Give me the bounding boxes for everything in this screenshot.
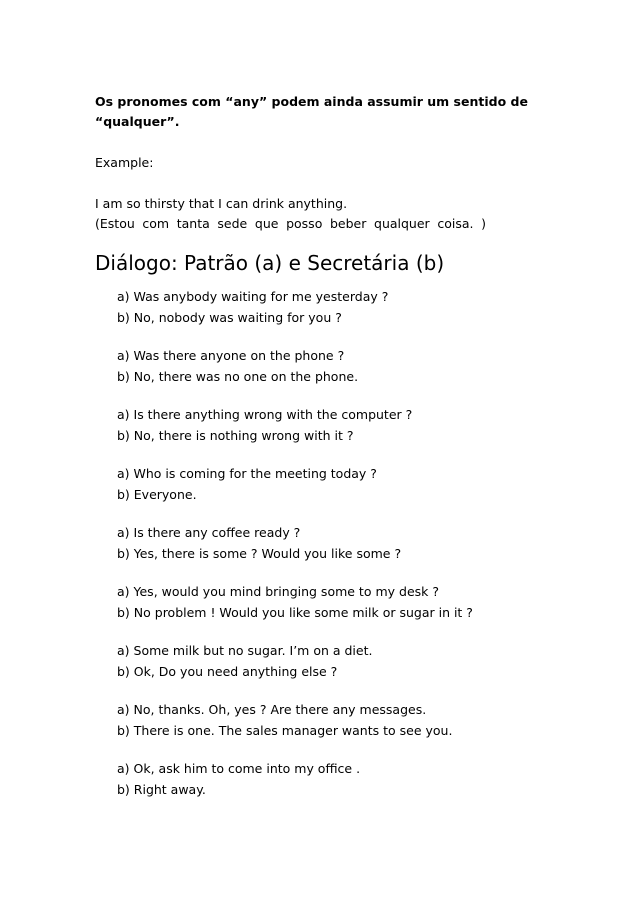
- dialogue-exchange: [117, 463, 615, 505]
- line-speaker-a: a) Who is coming for the meeting today ?: [117, 466, 377, 481]
- dialogue-exchange: [117, 522, 615, 564]
- line-speaker-a: a) Is there any coffee ready ?: [117, 525, 301, 540]
- intro-paragraph: Os pronomes com “any” podem ainda assumir um sentido de “qualquer”.: [95, 94, 528, 129]
- line-speaker-a: a) Ok, ask him to come into my office .: [117, 761, 361, 776]
- example-label: Example:: [95, 155, 154, 170]
- line-speaker-b: b) Everyone.: [117, 487, 197, 502]
- dialogue-exchange: [117, 640, 615, 682]
- dialogue-heading: Diálogo: Patrão (a) e Secretária (b): [95, 251, 445, 275]
- line-speaker-b: b) Yes, there is some ? Would you like some ?: [117, 546, 402, 561]
- document-page: [95, 92, 615, 817]
- line-speaker-a: a) No, thanks. Oh, yes ? Are there any messages.: [117, 702, 427, 717]
- line-speaker-a: a) Some milk but no sugar. I’m on a diet.: [117, 643, 373, 658]
- dialogue-list: [117, 286, 615, 800]
- line-speaker-b: b) Ok, Do you need anything else ?: [117, 664, 338, 679]
- dialogue-exchange: [117, 699, 615, 741]
- example-english: I am so thirsty that I can drink anything.: [95, 196, 348, 211]
- line-speaker-b: b) No, there is nothing wrong with it ?: [117, 428, 354, 443]
- line-speaker-b: b) No, nobody was waiting for you ?: [117, 310, 342, 325]
- line-speaker-a: a) Is there anything wrong with the computer ?: [117, 407, 413, 422]
- dialogue-exchange: [117, 581, 615, 623]
- line-speaker-a: a) Yes, would you mind bringing some to my desk ?: [117, 584, 439, 599]
- dialogue-exchange: [117, 758, 615, 800]
- line-speaker-b: b) Right away.: [117, 782, 206, 797]
- line-speaker-b: b) There is one. The sales manager wants to see you.: [117, 723, 453, 738]
- dialogue-exchange: [117, 286, 615, 328]
- line-speaker-a: a) Was anybody waiting for me yesterday ?: [117, 289, 389, 304]
- example-portuguese: (Estou com tanta sede que posso beber qualquer coisa. ): [95, 216, 486, 231]
- line-speaker-b: b) No problem ! Would you like some milk or sugar in it ?: [117, 605, 473, 620]
- dialogue-exchange: [117, 404, 615, 446]
- line-speaker-a: a) Was there anyone on the phone ?: [117, 348, 345, 363]
- dialogue-exchange: [117, 345, 615, 387]
- line-speaker-b: b) No, there was no one on the phone.: [117, 369, 359, 384]
- example-block: [95, 194, 615, 234]
